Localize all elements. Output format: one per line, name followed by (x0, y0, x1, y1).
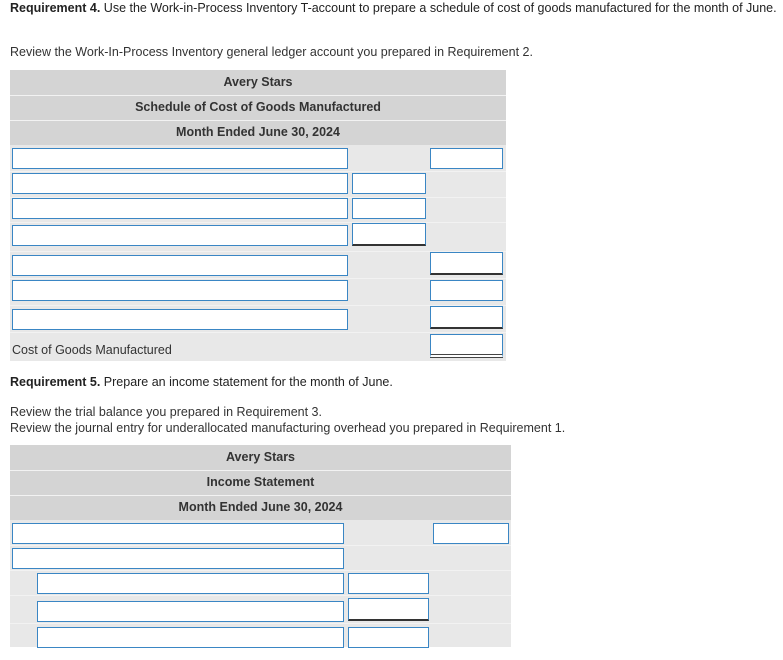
cogm-title: Schedule of Cost of Goods Manufactured (10, 95, 506, 120)
cogm-row3-amount-input[interactable] (352, 198, 426, 219)
is-period: Month Ended June 30, 2024 (10, 495, 511, 520)
cogm-row5-amount-input[interactable] (430, 252, 503, 275)
cogm-period: Month Ended June 30, 2024 (10, 120, 506, 145)
cogm-row2-label-input[interactable] (12, 173, 348, 194)
cogm-row2-amount-input[interactable] (352, 173, 426, 194)
is-row1-label-input[interactable] (12, 523, 344, 544)
income-statement (10, 445, 511, 647)
cogm-row6-label-input[interactable] (12, 280, 348, 301)
cogm-row4-label-input[interactable] (12, 225, 348, 246)
req5-text: Prepare an income statement for the month of June. (100, 375, 393, 389)
cogm-row3-label-input[interactable] (12, 198, 348, 219)
cogm-row7-amount-input[interactable] (430, 306, 503, 329)
cogm-row5-label-input[interactable] (12, 255, 348, 276)
req5-note-trial-balance: Review the trial balance you prepared in Requirement 3. (10, 405, 322, 419)
cogm-row4-amount-input[interactable] (352, 223, 426, 246)
cogm-row7-label-input[interactable] (12, 309, 348, 330)
is-row3-label-input[interactable] (37, 573, 344, 594)
req4-instructions (10, 0, 780, 16)
req5-heading: Requirement 5. (10, 375, 101, 389)
cogm-row1-label-input[interactable] (12, 148, 348, 169)
is-title: Income Statement (10, 470, 511, 495)
is-row2-label-input[interactable] (12, 548, 344, 569)
is-row3-amount-input[interactable] (348, 573, 429, 594)
is-row5-label-input[interactable] (37, 627, 344, 648)
req4-text: Use the Work-in-Process Inventory T-account to prepare a schedule of cost of goods manufactured for the month of June. (100, 1, 777, 15)
is-row4-label-input[interactable] (37, 601, 344, 622)
cogm-total-amount-input[interactable] (430, 334, 503, 358)
cogm-row6-amount-input[interactable] (430, 280, 503, 301)
cogm-schedule (10, 70, 506, 361)
req5-instructions (10, 374, 780, 390)
is-company: Avery Stars (10, 445, 511, 470)
req4-heading: Requirement 4. (10, 1, 101, 15)
is-row1-amount-input[interactable] (433, 523, 509, 544)
req5-note-journal-entry: Review the journal entry for underallocated manufacturing overhead you prepared in Requirement 1. (10, 421, 566, 435)
is-row4-amount-input[interactable] (348, 598, 429, 621)
cogm-company: Avery Stars (10, 70, 506, 95)
cogm-total-label: Cost of Goods Manufactured (12, 343, 172, 357)
req4-note: Review the Work-In-Process Inventory general ledger account you prepared in Requirement 2. (10, 45, 533, 59)
is-row5-amount-input[interactable] (348, 627, 429, 648)
cogm-row1-amount-input[interactable] (430, 148, 503, 169)
